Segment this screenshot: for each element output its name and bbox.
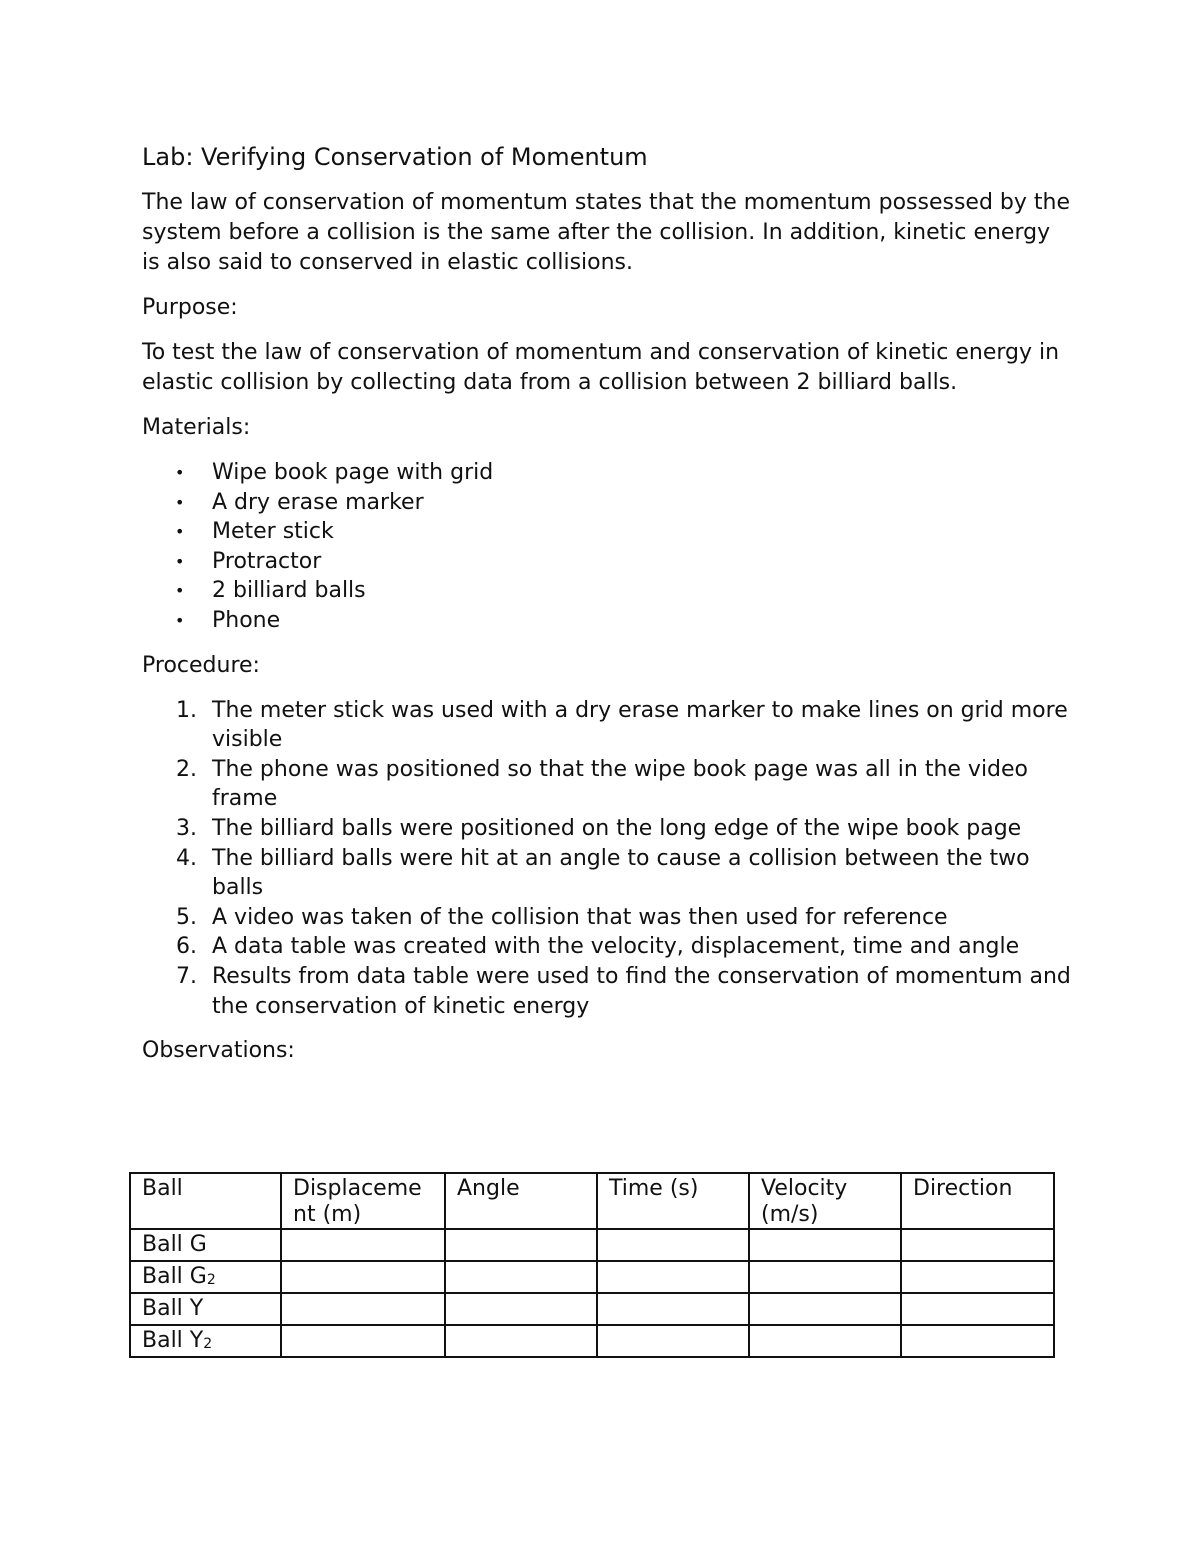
procedure-step	[142, 755, 1072, 814]
table-cell[interactable]	[901, 1229, 1054, 1261]
table-cell[interactable]	[445, 1261, 597, 1293]
table-row	[130, 1325, 1054, 1357]
step-number: 7.	[176, 963, 197, 989]
table-cell[interactable]	[281, 1325, 445, 1357]
table-cell[interactable]	[597, 1229, 749, 1261]
page-title: Lab: Verifying Conservation of Momentum	[142, 143, 648, 171]
column-header-ball: Ball	[130, 1173, 281, 1229]
list-item	[142, 606, 1072, 636]
table-cell[interactable]	[281, 1293, 445, 1325]
row-label-text: Ball G	[142, 1264, 207, 1289]
row-label-text: Ball Y	[142, 1328, 204, 1353]
materials-list	[142, 458, 1072, 636]
column-header-velocity: Velocity (m/s)	[749, 1173, 901, 1229]
row-label	[130, 1325, 281, 1357]
step-text: A video was taken of the collision that was then used for reference	[212, 904, 948, 930]
row-label-text: Ball G	[142, 1232, 207, 1257]
procedure-step	[142, 903, 1072, 933]
column-header-displacement: Displaceme nt (m)	[281, 1173, 445, 1229]
column-header-angle: Angle	[445, 1173, 597, 1229]
procedure-list	[142, 696, 1072, 1022]
bullet-icon: •	[175, 492, 185, 512]
table-row	[130, 1293, 1054, 1325]
purpose-heading: Purpose:	[142, 295, 238, 320]
procedure-heading: Procedure:	[142, 652, 260, 678]
list-item	[142, 488, 1072, 518]
row-label	[130, 1229, 281, 1261]
table-cell[interactable]	[445, 1325, 597, 1357]
procedure-step	[142, 932, 1072, 962]
list-item	[142, 458, 1072, 488]
row-label-text: Ball Y	[142, 1296, 204, 1321]
row-label	[130, 1261, 281, 1293]
procedure-step	[142, 844, 1072, 903]
materials-heading: Materials:	[142, 415, 251, 440]
column-header-time: Time (s)	[597, 1173, 749, 1229]
list-item	[142, 517, 1072, 547]
step-number: 4.	[176, 845, 197, 871]
document-body	[142, 140, 1072, 1081]
table-cell[interactable]	[749, 1325, 901, 1357]
bullet-icon: •	[175, 610, 185, 630]
step-text: The billiard balls were hit at an angle to cause a collision between the two balls	[212, 845, 1030, 901]
list-item	[142, 576, 1072, 606]
observations-heading: Observations:	[142, 1038, 295, 1064]
material-label: A dry erase marker	[212, 489, 424, 515]
observations-table	[129, 1172, 1055, 1358]
bullet-icon: •	[175, 522, 185, 542]
table-cell[interactable]	[445, 1229, 597, 1261]
row-label	[130, 1293, 281, 1325]
material-label: Phone	[212, 607, 281, 633]
table-cell[interactable]	[901, 1261, 1054, 1293]
step-text: The billiard balls were positioned on the long edge of the wipe book page	[212, 815, 1022, 841]
step-text: The phone was positioned so that the wipe book page was all in the video frame	[212, 756, 1029, 812]
material-label: Meter stick	[212, 519, 334, 545]
procedure-step	[142, 814, 1072, 844]
intro-paragraph: The law of conservation of momentum states that the momentum possessed by the system before a collision is the same after the collision. In addition, kinetic energy is also said to conserved in elastic collisions.	[142, 190, 1070, 275]
step-text: The meter stick was used with a dry erase marker to make lines on grid more visible	[212, 697, 1068, 753]
table-cell[interactable]	[597, 1261, 749, 1293]
table-cell[interactable]	[281, 1261, 445, 1293]
table-cell[interactable]	[445, 1293, 597, 1325]
table-cell[interactable]	[901, 1293, 1054, 1325]
row-label-subscript: 2	[206, 1272, 216, 1288]
table-cell[interactable]	[901, 1325, 1054, 1357]
step-text: Results from data table were used to find the conservation of momentum and the conservation of kinetic energy	[212, 963, 1071, 1019]
table-cell[interactable]	[281, 1229, 445, 1261]
step-number: 5.	[176, 904, 197, 930]
table-cell[interactable]	[597, 1293, 749, 1325]
step-text: A data table was created with the velocity, displacement, time and angle	[212, 934, 1020, 960]
table-header-row	[130, 1173, 1054, 1229]
purpose-text: To test the law of conservation of momentum and conservation of kinetic energy in elastic collision by collecting data from a collision between 2 billiard balls.	[142, 340, 1060, 395]
list-item	[142, 547, 1072, 577]
table-cell[interactable]	[749, 1229, 901, 1261]
material-label: 2 billiard balls	[212, 578, 366, 604]
bullet-icon: •	[175, 551, 185, 571]
step-number: 6.	[176, 934, 197, 960]
bullet-icon: •	[175, 581, 185, 601]
procedure-step	[142, 962, 1072, 1021]
table-cell[interactable]	[597, 1325, 749, 1357]
table-cell[interactable]	[749, 1293, 901, 1325]
row-label-subscript: 2	[203, 1336, 213, 1352]
material-label: Protractor	[212, 548, 322, 574]
table-cell[interactable]	[749, 1261, 901, 1293]
table-row	[130, 1261, 1054, 1293]
procedure-step	[142, 696, 1072, 755]
step-number: 1.	[176, 697, 197, 723]
bullet-icon: •	[175, 463, 185, 482]
step-number: 3.	[176, 815, 197, 841]
step-number: 2.	[176, 756, 197, 782]
material-label: Wipe book page with grid	[212, 460, 494, 485]
table-row	[130, 1229, 1054, 1261]
column-header-direction: Direction	[901, 1173, 1054, 1229]
